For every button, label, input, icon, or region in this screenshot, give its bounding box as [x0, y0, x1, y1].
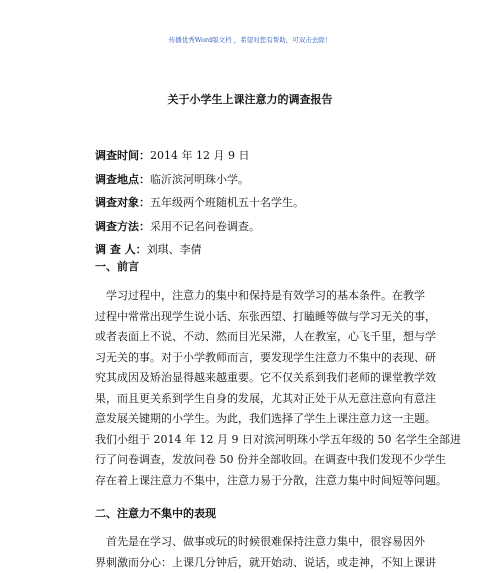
- section-heading-preface: 一、前言: [95, 258, 139, 274]
- header-note[interactable]: 传播优秀Word版文档 ，希望对您有帮助，可双击去除！: [0, 35, 500, 44]
- info-value: 2014 年 12 月 9 日: [150, 149, 249, 162]
- paragraph-line: 首先是在学习、做事或玩的时候很难保持注意力集中，很容易因外: [95, 532, 445, 553]
- document-title: 关于小学生上课注意力的调查报告: [0, 91, 500, 107]
- paragraph-line: 行了问卷调查，发放问卷 50 份并全部收回。在调查中我们发现不少学生: [95, 450, 445, 471]
- paragraph-line: 究其成因及矫治显得越来越重要。它不仅关系到我们老师的课堂教学效: [95, 368, 445, 389]
- paragraph-line: 学习过程中，注意力的集中和保持是有效学习的基本条件。在教学: [95, 286, 445, 307]
- paragraph-line: 意发展关键期的小学生。为此，我们选择了学生上课注意力这一主题。: [95, 409, 445, 430]
- paragraph-line: 我们小组于 2014 年 12 月 9 日对滨河明珠小学五年级的 50 名学生全部进: [95, 430, 445, 451]
- info-label: 调查时间：: [95, 149, 150, 162]
- paragraph-line: 果，而且更关系到学生自身的发展，尤其对正处于从无意注意向有意注: [95, 389, 445, 410]
- info-row-time: [95, 144, 304, 168]
- paragraph-line: 习无关的事。对于小学教师而言，要发现学生注意力不集中的表现、研: [95, 348, 445, 369]
- info-value: 刘琪、李倩: [147, 243, 202, 256]
- paragraph-line: 或者表面上不说、不动、然而目光呆滞，人在教室，心飞千里，想与学: [95, 327, 445, 348]
- info-label: 调查地点：: [95, 173, 150, 186]
- info-value: 采用不记名问卷调查。: [150, 220, 260, 233]
- paragraph-line: 界刺激而分心：上课几分钟后，就开始动、说话，或走神，不知上课讲: [95, 553, 445, 573]
- info-row-subject: [95, 191, 304, 215]
- info-label: 调查对象：: [95, 196, 150, 209]
- info-value: 临沂滨河明珠小学。: [150, 173, 249, 186]
- info-row-place: [95, 168, 304, 192]
- info-label: 调查方法：: [95, 220, 150, 233]
- section-heading-symptoms: 二、注意力不集中的表现: [95, 505, 216, 521]
- info-row-method: [95, 215, 304, 239]
- section-body-preface: [95, 286, 445, 491]
- info-label: 调 查 人：: [95, 243, 147, 256]
- paragraph-line: 存在着上课注意力不集中，注意力易于分散，注意力集中时间短等问题。: [95, 471, 445, 492]
- info-value: 五年级两个班随机五十名学生。: [150, 196, 304, 209]
- survey-info: [95, 144, 304, 262]
- paragraph-line: 过程中常常出现学生说小话、东张西望、打瞌睡等做与学习无关的事，: [95, 307, 445, 328]
- section-body-symptoms: [95, 532, 445, 573]
